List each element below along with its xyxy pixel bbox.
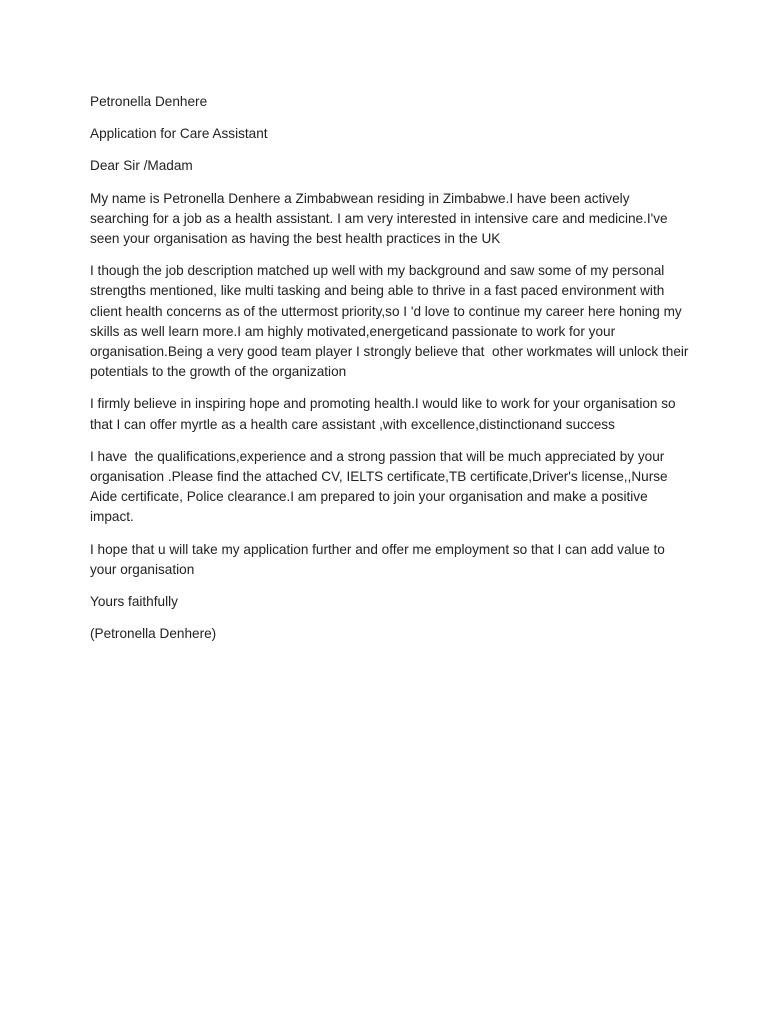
body-paragraph-5: I hope that u will take my application further and offer me employment so that I can add value to your organisation [90, 541, 669, 577]
body-paragraph-2: I though the job description matched up well with my background and saw some of my personal strengths mentioned, like multi tasking and being able to thrive in a fast paced environment with client health concerns as of the uttermost priority,so I 'd love to continue my career here honing my skills as well learn more.I am highly motivated,energeticand passionate to work for your organisation.Being a very good team player I strongly believe that other workmates will unlock their potentials to the growth of the organization [90, 263, 693, 380]
cover-letter [90, 92, 693, 656]
sender-name: Petronella Denhere [90, 94, 208, 109]
letter-subject: Application for Care Assistant [90, 126, 268, 142]
signature: (Petronella Denhere) [90, 626, 217, 642]
salutation: Dear Sir /Madam [90, 158, 193, 174]
body-paragraph-1: My name is Petronella Denhere a Zimbabwean residing in Zimbabwe.I have been actively searching for a job as a health assistant. I am very interested in intensive care and medicine.I've seen your organisation as having the best health practices in the UK [90, 190, 672, 247]
closing: Yours faithfully [90, 594, 178, 610]
body-paragraph-4: I have the qualifications,experience and a strong passion that will be much appreciated by your organisation .Please find the attached CV, IELTS certificate,TB certificate,Driver's license,,Nurse Aide certificate, Police clearance.I am prepared to join your organisation and make a positive impact. [90, 448, 671, 525]
body-paragraph-3: I firmly believe in inspiring hope and promoting health.I would like to work for your organisation so that I can offer myrtle as a health care assistant ,with excellence,distinctionand success [90, 396, 680, 432]
